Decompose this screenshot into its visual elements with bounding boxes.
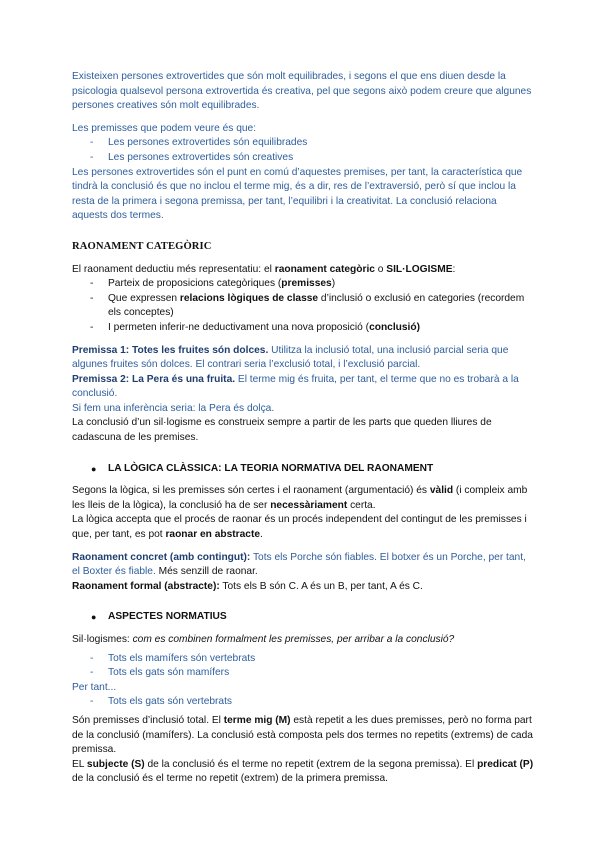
section2-text-2: La lògica accepta que el procés de raonar és un procés independent del contingut de les premisses i que, per tant, es pot raonar en abstracte. xyxy=(72,514,527,541)
section1-list xyxy=(72,277,534,335)
intro-explanation: Les persones extrovertides són el punt en comú d’aquestes premises, per tant, la característica que tindrà la conclusió és que no inclou el terme mig, és a dir, res de l’extraversió, però sí que inclou la resta de la primera i segona premissa, per tant, l’equilibri i la creativitat. La conclusió relaciona aquests dos termes. xyxy=(72,166,523,222)
document-page xyxy=(72,70,534,787)
section2-text-1: Segons la lògica, si les premisses són certes i el raonament (argumentació) és vàlid (i compleix amb les lleis de la lògica), la conclusió ha de ser necessàriament certa. xyxy=(72,485,528,511)
section3-text-2: EL subjecte (S) de la conclusió és el terme no repetit (extrem de la segona premissa). El predicat (P) de la conclusió és el terme no repetit (extrem) de la primera premissa. xyxy=(72,758,534,785)
inference: Si fem una inferència seria: la Pera és dolça. xyxy=(72,402,275,414)
section-heading-logica-classica: ● LA LÒGICA CLÀSSICA: LA TEORIA NORMATIVA DEL RAONAMENT xyxy=(72,462,534,477)
example-list-2 xyxy=(72,695,534,710)
raonament-formal: Raonament formal (abstracte): Tots els B són C. A és un B, per tant, A és C. xyxy=(72,580,423,592)
premisses-lead: Les premisses que podem veure és que: xyxy=(72,122,257,134)
section1-closing: La conclusió d’un sil·logisme es construeix sempre a partir de les parts que queden lliures de cadascuna de les premises. xyxy=(72,417,492,444)
example-list-1 xyxy=(72,652,534,681)
sillogismes-question: Sil·logismes: com es combinen formalment les premisses, per arribar a la conclusió? xyxy=(72,634,455,645)
list-item: - Les persones extrovertides són creatives xyxy=(90,151,294,163)
section-heading-aspectes-normatius: ● ASPECTES NORMATIUS xyxy=(72,610,534,625)
premissa-1: Premissa 1: Totes les fruites són dolces. Utilitza la inclusió total, una inclusió parcial seria que algunes fruites són dolces. El contrari seria l’exclusió total, i l’exclusió parcial. xyxy=(72,344,509,371)
list-item: - Les persones extrovertides són equilibrades xyxy=(90,137,308,149)
premisses-list xyxy=(72,136,534,165)
per-tant: Per tant... xyxy=(72,681,117,693)
section3-text-1: Són premisses d’inclusió total. El terme mig (M) està repetit a les dues premisses, però no forma part de la conclusió (mamífers). La conclusió està composta pels dos termes no repetits (extrems) de cada premissa. xyxy=(72,714,533,756)
list-item: - I permeten inferir-ne deductivament una nova proposició (conclusió) xyxy=(90,321,421,333)
bullet-icon: ● xyxy=(91,463,97,474)
list-item: - Que expressen relacions lògiques de classe d’inclusió o exclusió en categories (recordem els conceptes) xyxy=(90,292,525,319)
section-heading-raonament-categoric: RAONAMENT CATEGÒRIC xyxy=(72,240,212,252)
list-item: - Parteix de proposicions categòriques (premisses) xyxy=(90,278,336,290)
intro-paragraph: Existeixen persones extrovertides que són molt equilibrades, i segons el que ens diuen desde la psicologia qualsevol persona extrovertida és creativa, pel que segons això podem creure que algunes persones creatives són molt equilibrades. xyxy=(72,71,532,112)
raonament-concret: Raonament concret (amb contingut): Tots els Porche són fiables. El botxer és un Porche, per tant, el Boxter és fiable. Més senzill de raonar. xyxy=(72,551,526,578)
section1-intro: El raonament deductiu més representatiu: el raonament categòric o SIL·LOGISME: xyxy=(72,263,456,275)
list-item: - Tots els gats són vertebrats xyxy=(90,696,233,708)
bullet-icon: ● xyxy=(91,612,97,623)
premissa-2: Premissa 2: La Pera és una fruita. El terme mig és fruita, per tant, el terme que no es trobarà a la conclusió. xyxy=(72,373,519,400)
list-item: - Tots els mamífers són vertebrats xyxy=(90,652,256,664)
list-item: - Tots els gats són mamífers xyxy=(90,667,230,679)
